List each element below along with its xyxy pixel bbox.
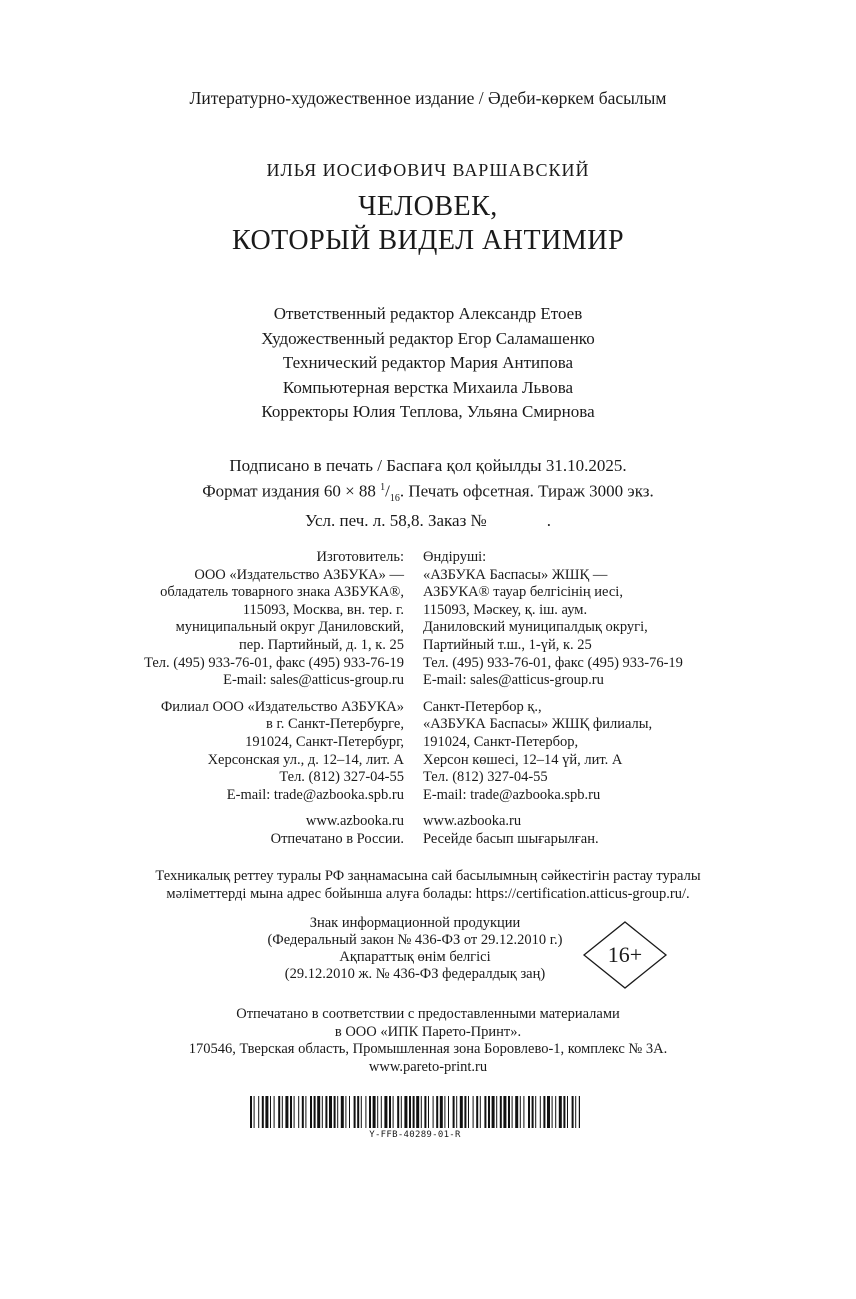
barcode-bar <box>436 1096 438 1128</box>
barcode-bar <box>317 1096 320 1128</box>
barcode-bar <box>329 1096 332 1128</box>
staff-line: Корректоры Юлия Теплова, Ульяна Смирнова <box>261 402 595 421</box>
branch-block <box>144 699 404 805</box>
info-line: E-mail: sales@atticus-group.ru <box>423 672 604 689</box>
website-link: www.azbooka.ru <box>305 813 404 830</box>
publisher-info-kazakh <box>423 549 683 858</box>
barcode-bar <box>322 1096 323 1128</box>
barcode-bar <box>575 1096 576 1128</box>
printer-info <box>0 1006 856 1076</box>
barcode-bar <box>270 1096 271 1128</box>
info-line: Даниловский муниципалдық округі, <box>423 619 648 636</box>
info-line: 115093, Мәскеу, қ. іш. аум. <box>423 601 588 618</box>
barcode-bar <box>381 1096 382 1128</box>
barcode-bar <box>314 1096 316 1128</box>
barcode-bar <box>523 1096 524 1128</box>
cert-line: Техникалық реттеу туралы РФ заңнамасына сай басылымның сәйкестігін растау туралы <box>155 868 701 884</box>
barcode-bar <box>337 1096 338 1128</box>
barcode-bar <box>500 1096 502 1128</box>
book-title <box>0 190 856 258</box>
author-name: ИЛЬЯ ИОСИФОВИЧ ВАРШАВСКИЙ <box>266 160 590 180</box>
info-line: в г. Санкт-Петербурге, <box>266 716 404 733</box>
website-link: www.azbooka.ru <box>423 813 522 830</box>
barcode-bar <box>397 1096 399 1128</box>
info-line: E-mail: sales@atticus-group.ru <box>223 672 404 689</box>
barcode-bar <box>543 1096 545 1128</box>
website-block <box>423 813 683 848</box>
editorial-staff <box>0 302 856 425</box>
info-line: Тел. (812) 327-04-55 <box>279 769 404 786</box>
info-line: E-mail: trade@azbooka.spb.ru <box>226 786 404 803</box>
print-format <box>0 477 856 510</box>
info-line: «АЗБУКА Баспасы» ЖШҚ — <box>423 566 608 583</box>
info-line: Тел. (495) 933-76-01, факс (495) 933-76-19 <box>423 654 683 671</box>
barcode-bar <box>456 1096 457 1128</box>
info-line: Херсонская ул., д. 12–14, лит. А <box>207 751 404 768</box>
barcode-bar <box>274 1096 275 1128</box>
barcode-bar <box>361 1096 362 1128</box>
barcode-bar <box>559 1096 562 1128</box>
info-line: Отпечатано в России. <box>270 830 404 847</box>
barcode-bar <box>540 1096 541 1128</box>
barcode-bar <box>278 1096 280 1128</box>
barcode-bar <box>282 1096 283 1128</box>
info-line: Санкт-Петербор қ., <box>423 698 542 715</box>
format-slash: / <box>385 481 390 501</box>
barcode-bar <box>484 1096 486 1128</box>
info-line: «АЗБУКА Баспасы» ЖШҚ филиалы, <box>423 716 653 733</box>
barcode-bar <box>305 1096 306 1128</box>
info-line: муниципальный округ Даниловский, <box>175 619 404 636</box>
format-suffix: . Печать офсетная. Тираж 3000 экз. <box>399 481 654 501</box>
barcode-bar <box>552 1096 553 1128</box>
barcode-bar <box>285 1096 288 1128</box>
barcode-bar <box>302 1096 304 1128</box>
info-line: (29.12.2010 ж. № 436-ФЗ федералдық заң) <box>284 966 546 982</box>
info-line: Ресейде басып шығарылған. <box>423 830 599 847</box>
barcode-bar <box>473 1096 474 1128</box>
age-rating-badge <box>582 920 668 990</box>
barcode-bar <box>250 1096 252 1128</box>
printer-line: 170546, Тверская область, Промышленная зона Боровлево-1, комплекс № 3А. <box>188 1041 668 1057</box>
barcode-bar <box>290 1096 292 1128</box>
format-prefix: Формат издания 60 × 88 <box>202 481 381 501</box>
info-line: обладатель товарного знака АЗБУКА®, <box>160 584 404 601</box>
barcode-icon <box>250 1096 580 1132</box>
staff-line: Ответственный редактор Александр Етоев <box>273 304 583 323</box>
order-suffix: . <box>546 511 552 531</box>
format-denominator: 16 <box>389 493 400 505</box>
info-line: ООО «Издательство АЗБУКА» — <box>194 566 404 583</box>
order-prefix: Усл. печ. л. 58,8. Заказ № <box>304 511 487 531</box>
barcode-bar <box>532 1096 534 1128</box>
barcode-bar <box>444 1096 445 1128</box>
barcode-bar <box>354 1096 356 1128</box>
barcode-bar <box>492 1096 495 1128</box>
barcode-bar <box>294 1096 295 1128</box>
barcode-bar <box>298 1096 299 1128</box>
barcode-bar <box>428 1096 429 1128</box>
info-line: Ақпараттық өнім белгісі <box>339 949 491 965</box>
barcode-bar <box>416 1096 419 1128</box>
certification-note <box>0 867 856 903</box>
title-line: ЧЕЛОВЕК, <box>358 191 498 222</box>
info-line: Өндіруші: <box>423 549 487 565</box>
info-line: 191024, Санкт-Петербург, <box>245 733 404 750</box>
barcode-bar <box>440 1096 443 1128</box>
barcode-bar <box>460 1096 463 1128</box>
age-rating: 16+ <box>607 942 643 967</box>
barcode-bar <box>480 1096 481 1128</box>
printer-line: в ООО «ИПК Парето-Принт». <box>334 1023 522 1040</box>
barcode-bar <box>528 1096 530 1128</box>
barcode-bar <box>262 1096 264 1128</box>
print-date: Подписано в печать / Баспаға қол қойылды 31.10.2025. <box>229 456 627 475</box>
barcode-bar <box>334 1096 336 1128</box>
info-line: Тел. (495) 933-76-01, факс (495) 933-76-19 <box>144 654 404 671</box>
info-line: 191024, Санкт-Петербор, <box>423 733 579 750</box>
barcode-bar <box>567 1096 568 1128</box>
barcode-bar <box>503 1096 506 1128</box>
barcode-bar <box>384 1096 387 1128</box>
staff-line: Художественный редактор Егор Саламашенко <box>261 328 595 348</box>
barcode-bar <box>555 1096 556 1128</box>
info-line: 115093, Москва, вн. тер. г. <box>242 601 404 618</box>
barcode-bar <box>254 1096 255 1128</box>
barcode-bar <box>572 1096 574 1128</box>
info-line: Тел. (812) 327-04-55 <box>423 769 548 786</box>
barcode-number: Y-FFB-40289-01-R <box>369 1130 461 1140</box>
barcode-bar <box>265 1096 268 1128</box>
info-line: пер. Партийный, д. 1, к. 25 <box>239 636 404 653</box>
branch-block <box>423 699 683 805</box>
barcode-bar <box>369 1096 371 1128</box>
barcode-bar <box>496 1096 497 1128</box>
barcode-bar <box>401 1096 402 1128</box>
info-line: АЗБУКА® тауар белгісінің иесі, <box>423 584 623 601</box>
barcode-bar <box>421 1096 422 1128</box>
barcode-bar <box>389 1096 391 1128</box>
info-line: Партийный т.ш., 1-үй, к. 25 <box>423 636 592 653</box>
info-line: E-mail: trade@azbooka.spb.ru <box>423 786 601 803</box>
barcode-bar <box>520 1096 521 1128</box>
barcode-bar <box>547 1096 550 1128</box>
barcode-bar <box>512 1096 513 1128</box>
barcode-bar <box>325 1096 327 1128</box>
barcode-bar <box>373 1096 376 1128</box>
barcode-bar <box>448 1096 449 1128</box>
info-product-sign <box>230 915 600 983</box>
print-order <box>0 510 856 532</box>
info-line: (Федеральный закон № 436-ФЗ от 29.12.2010 г.) <box>267 932 563 948</box>
barcode-bar <box>579 1096 580 1128</box>
barcode-bar <box>424 1096 426 1128</box>
printer-line: Отпечатано в соответствии с предоставленными материалами <box>236 1006 620 1022</box>
barcode-bar <box>535 1096 536 1128</box>
printer-website: www.pareto-print.ru <box>368 1058 488 1075</box>
title-line: КОТОРЫЙ ВИДЕЛ АНТИМИР <box>231 225 625 256</box>
barcode-bar <box>310 1096 312 1128</box>
barcode-bar <box>409 1096 411 1128</box>
cert-line: мәліметтерді мына адрес бойынша алуға болады: https://certification.atticus-group.ru/. <box>166 886 690 902</box>
barcode-bar <box>464 1096 466 1128</box>
barcode-bar <box>345 1096 346 1128</box>
barcode-bar <box>488 1096 490 1128</box>
barcode-bar <box>476 1096 478 1128</box>
print-info <box>0 455 856 532</box>
barcode-bar <box>349 1096 350 1128</box>
barcode-bar <box>365 1096 366 1128</box>
barcode-bar <box>357 1096 359 1128</box>
staff-line: Компьютерная верстка Михаила Львова <box>282 377 574 397</box>
barcode-bar <box>433 1096 434 1128</box>
barcode-bar <box>515 1096 518 1128</box>
publisher-info-russian <box>144 549 404 858</box>
barcode-bar <box>508 1096 510 1128</box>
barcode-bar <box>413 1096 415 1128</box>
manufacturer-block <box>144 549 404 690</box>
barcode-bar <box>341 1096 344 1128</box>
edition-type: Литературно-художественное издание / Әдеби-көркем басылым <box>189 88 667 108</box>
manufacturer-block <box>423 549 683 690</box>
info-line: Изготовитель: <box>316 549 404 565</box>
website-block <box>144 813 404 848</box>
barcode-bar <box>563 1096 565 1128</box>
staff-line: Технический редактор Мария Антипова <box>282 353 574 372</box>
barcode-bar <box>404 1096 407 1128</box>
info-line: Херсон көшесі, 12–14 үй, лит. А <box>423 751 623 768</box>
format-numerator: 1 <box>380 482 386 493</box>
info-line: Знак информационной продукции <box>309 915 521 931</box>
barcode-bar <box>468 1096 469 1128</box>
barcode-bar <box>393 1096 394 1128</box>
info-line: Филиал ООО «Издательство АЗБУКА» <box>160 698 404 715</box>
barcode-bar <box>453 1096 455 1128</box>
barcode-bar <box>377 1096 378 1128</box>
barcode-bar <box>258 1096 259 1128</box>
